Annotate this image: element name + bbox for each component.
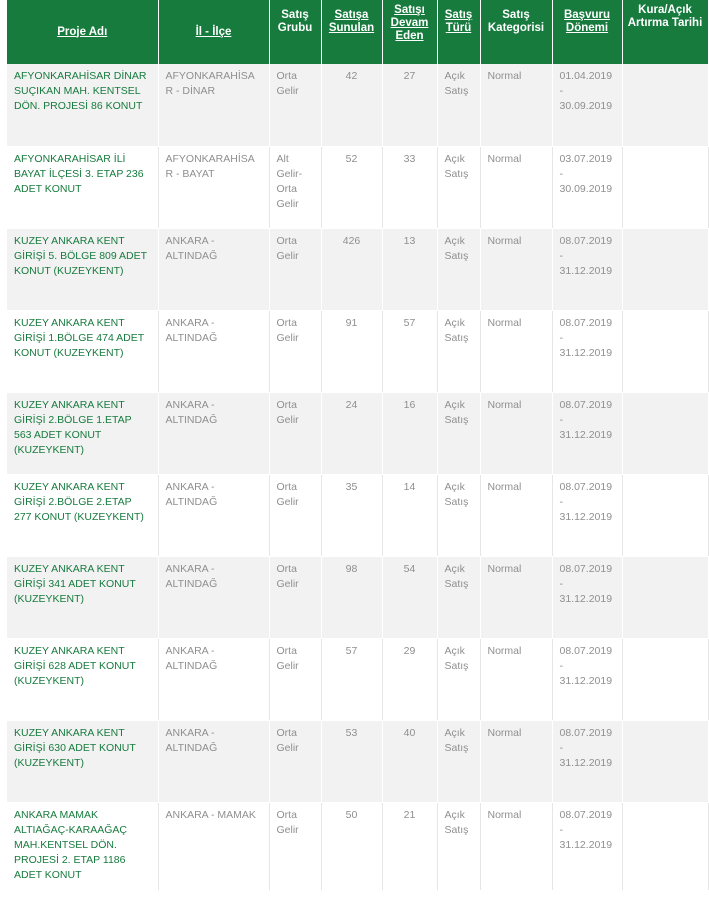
cell-satis-kategorisi: Normal [480, 474, 552, 556]
cell-proje[interactable]: KUZEY ANKARA KENT GİRİŞİ 628 ADET KONUT (KUZEYKENT) [7, 638, 158, 720]
cell-kura-tarihi [622, 638, 708, 720]
cell-satis-turu: Açık Satış [437, 228, 480, 310]
cell-basvuru-donemi: 08.07.2019 - 31.12.2019 [552, 802, 622, 890]
cell-satis-kategorisi: Normal [480, 64, 552, 146]
header-satis-kategorisi [480, 0, 552, 64]
cell-satis-grubu: Orta Gelir [269, 228, 321, 310]
cell-satis-turu: Açık Satış [437, 638, 480, 720]
table-row [7, 146, 708, 228]
cell-satis-turu: Açık Satış [437, 64, 480, 146]
cell-satis-turu: Açık Satış [437, 720, 480, 802]
cell-proje[interactable]: KUZEY ANKARA KENT GİRİŞİ 2.BÖLGE 1.ETAP 563 ADET KONUT (KUZEYKENT) [7, 392, 158, 474]
table-row [7, 638, 708, 720]
cell-basvuru-donemi: 08.07.2019 - 31.12.2019 [552, 392, 622, 474]
header-kura-tarihi [622, 0, 708, 64]
table-row [7, 228, 708, 310]
cell-satisi-devam-eden: 21 [382, 802, 437, 890]
cell-il-ilce: ANKARA - ALTINDAĞ [158, 638, 269, 720]
cell-il-ilce: ANKARA - ALTINDAĞ [158, 392, 269, 474]
cell-satis-kategorisi: Normal [480, 638, 552, 720]
cell-satis-kategorisi: Normal [480, 310, 552, 392]
sort-satisa-sunulan-link[interactable]: Satışa Sunulan [328, 9, 375, 34]
cell-satis-grubu: Orta Gelir [269, 392, 321, 474]
cell-il-ilce: ANKARA - ALTINDAĞ [158, 556, 269, 638]
cell-satis-turu: Açık Satış [437, 310, 480, 392]
cell-il-ilce: ANKARA - ALTINDAĞ [158, 310, 269, 392]
table-body [7, 64, 708, 890]
cell-kura-tarihi [622, 802, 708, 890]
table-row [7, 802, 708, 890]
cell-kura-tarihi [622, 146, 708, 228]
cell-satis-grubu: Orta Gelir [269, 802, 321, 890]
cell-satisi-devam-eden: 27 [382, 64, 437, 146]
cell-proje[interactable]: AFYONKARAHİSAR DİNAR SUÇIKAN MAH. KENTSEL DÖN. PROJESİ 86 KONUT [7, 64, 158, 146]
cell-satisa-sunulan: 24 [321, 392, 382, 474]
cell-proje[interactable]: KUZEY ANKARA KENT GİRİŞİ 1.BÖLGE 474 ADET KONUT (KUZEYKENT) [7, 310, 158, 392]
cell-il-ilce: AFYONKARAHİSAR - DİNAR [158, 64, 269, 146]
cell-basvuru-donemi: 01.04.2019 - 30.09.2019 [552, 64, 622, 146]
cell-satis-turu: Açık Satış [437, 556, 480, 638]
cell-satisa-sunulan: 98 [321, 556, 382, 638]
header-il-ilce[interactable] [158, 0, 269, 64]
cell-satisa-sunulan: 50 [321, 802, 382, 890]
cell-proje[interactable]: ANKARA MAMAK ALTIAĞAÇ-KARAAĞAÇ MAH.KENTSEL DÖN. PROJESİ 2. ETAP 1186 ADET KONUT [7, 802, 158, 890]
cell-satis-grubu: Orta Gelir [269, 720, 321, 802]
cell-satisi-devam-eden: 29 [382, 638, 437, 720]
sort-il-ilce-link[interactable]: İl - İlçe [195, 25, 232, 38]
sort-satisi-devam-eden-link[interactable]: Satışı Devam Eden [390, 4, 429, 42]
header-row [7, 0, 708, 64]
cell-basvuru-donemi: 08.07.2019 - 31.12.2019 [552, 310, 622, 392]
satis-grubu-label: Satış Grubu [277, 9, 313, 34]
cell-kura-tarihi [622, 474, 708, 556]
sort-proje-adi-link[interactable]: Proje Adı [57, 25, 108, 38]
cell-basvuru-donemi: 08.07.2019 - 31.12.2019 [552, 638, 622, 720]
cell-satisi-devam-eden: 57 [382, 310, 437, 392]
cell-satisi-devam-eden: 16 [382, 392, 437, 474]
satis-kategorisi-label: Satış Kategorisi [487, 9, 545, 34]
cell-satisa-sunulan: 426 [321, 228, 382, 310]
cell-satis-grubu: Orta Gelir [269, 64, 321, 146]
cell-kura-tarihi [622, 556, 708, 638]
cell-kura-tarihi [622, 720, 708, 802]
cell-satis-turu: Açık Satış [437, 146, 480, 228]
table-row [7, 720, 708, 802]
table-row [7, 64, 708, 146]
cell-satis-kategorisi: Normal [480, 802, 552, 890]
projects-table [7, 0, 709, 891]
cell-basvuru-donemi: 08.07.2019 - 31.12.2019 [552, 474, 622, 556]
cell-proje[interactable]: KUZEY ANKARA KENT GİRİŞİ 630 ADET KONUT (KUZEYKENT) [7, 720, 158, 802]
cell-proje[interactable]: KUZEY ANKARA KENT GİRİŞİ 2.BÖLGE 2.ETAP 277 KONUT (KUZEYKENT) [7, 474, 158, 556]
header-satisi-devam-eden[interactable] [382, 0, 437, 64]
cell-satis-turu: Açık Satış [437, 392, 480, 474]
cell-il-ilce: ANKARA - MAMAK [158, 802, 269, 890]
cell-il-ilce: ANKARA - ALTINDAĞ [158, 720, 269, 802]
cell-proje[interactable]: AFYONKARAHİSAR İLİ BAYAT İLÇESİ 3. ETAP 236 ADET KONUT [7, 146, 158, 228]
cell-satis-turu: Açık Satış [437, 474, 480, 556]
table-row [7, 474, 708, 556]
header-satis-turu[interactable] [437, 0, 480, 64]
cell-satisa-sunulan: 42 [321, 64, 382, 146]
cell-satis-grubu: Orta Gelir [269, 638, 321, 720]
cell-satisi-devam-eden: 14 [382, 474, 437, 556]
cell-satisa-sunulan: 91 [321, 310, 382, 392]
kura-tarihi-label: Kura/Açık Artırma Tarihi [627, 4, 703, 29]
header-basvuru-donemi[interactable] [552, 0, 622, 64]
header-proje-adi[interactable] [7, 0, 158, 64]
table-row [7, 556, 708, 638]
table-header [7, 0, 708, 64]
table-row [7, 392, 708, 474]
cell-kura-tarihi [622, 392, 708, 474]
cell-satis-grubu: Alt Gelir-Orta Gelir [269, 146, 321, 228]
cell-basvuru-donemi: 08.07.2019 - 31.12.2019 [552, 228, 622, 310]
cell-satis-kategorisi: Normal [480, 720, 552, 802]
cell-satisa-sunulan: 57 [321, 638, 382, 720]
cell-kura-tarihi [622, 64, 708, 146]
sort-satis-turu-link[interactable]: Satış Türü [444, 9, 473, 34]
cell-satis-grubu: Orta Gelir [269, 556, 321, 638]
cell-satisa-sunulan: 35 [321, 474, 382, 556]
cell-satisi-devam-eden: 13 [382, 228, 437, 310]
cell-satisi-devam-eden: 33 [382, 146, 437, 228]
cell-satis-kategorisi: Normal [480, 146, 552, 228]
cell-satis-grubu: Orta Gelir [269, 474, 321, 556]
cell-il-ilce: AFYONKARAHİSAR - BAYAT [158, 146, 269, 228]
cell-il-ilce: ANKARA - ALTINDAĞ [158, 228, 269, 310]
cell-proje[interactable]: KUZEY ANKARA KENT GİRİŞİ 5. BÖLGE 809 ADET KONUT (KUZEYKENT) [7, 228, 158, 310]
cell-satis-kategorisi: Normal [480, 228, 552, 310]
cell-basvuru-donemi: 03.07.2019 - 30.09.2019 [552, 146, 622, 228]
cell-satisa-sunulan: 53 [321, 720, 382, 802]
cell-proje[interactable]: KUZEY ANKARA KENT GİRİŞİ 341 ADET KONUT (KUZEYKENT) [7, 556, 158, 638]
cell-satis-kategorisi: Normal [480, 556, 552, 638]
cell-satisa-sunulan: 52 [321, 146, 382, 228]
cell-il-ilce: ANKARA - ALTINDAĞ [158, 474, 269, 556]
cell-satis-turu: Açık Satış [437, 802, 480, 890]
cell-satisi-devam-eden: 54 [382, 556, 437, 638]
cell-kura-tarihi [622, 228, 708, 310]
cell-satisi-devam-eden: 40 [382, 720, 437, 802]
header-satisa-sunulan[interactable] [321, 0, 382, 64]
cell-satis-grubu: Orta Gelir [269, 310, 321, 392]
cell-basvuru-donemi: 08.07.2019 - 31.12.2019 [552, 556, 622, 638]
cell-satis-kategorisi: Normal [480, 392, 552, 474]
cell-kura-tarihi [622, 310, 708, 392]
cell-basvuru-donemi: 08.07.2019 - 31.12.2019 [552, 720, 622, 802]
sort-basvuru-donemi-link[interactable]: Başvuru Dönemi [563, 9, 611, 34]
header-satis-grubu [269, 0, 321, 64]
table-row [7, 310, 708, 392]
